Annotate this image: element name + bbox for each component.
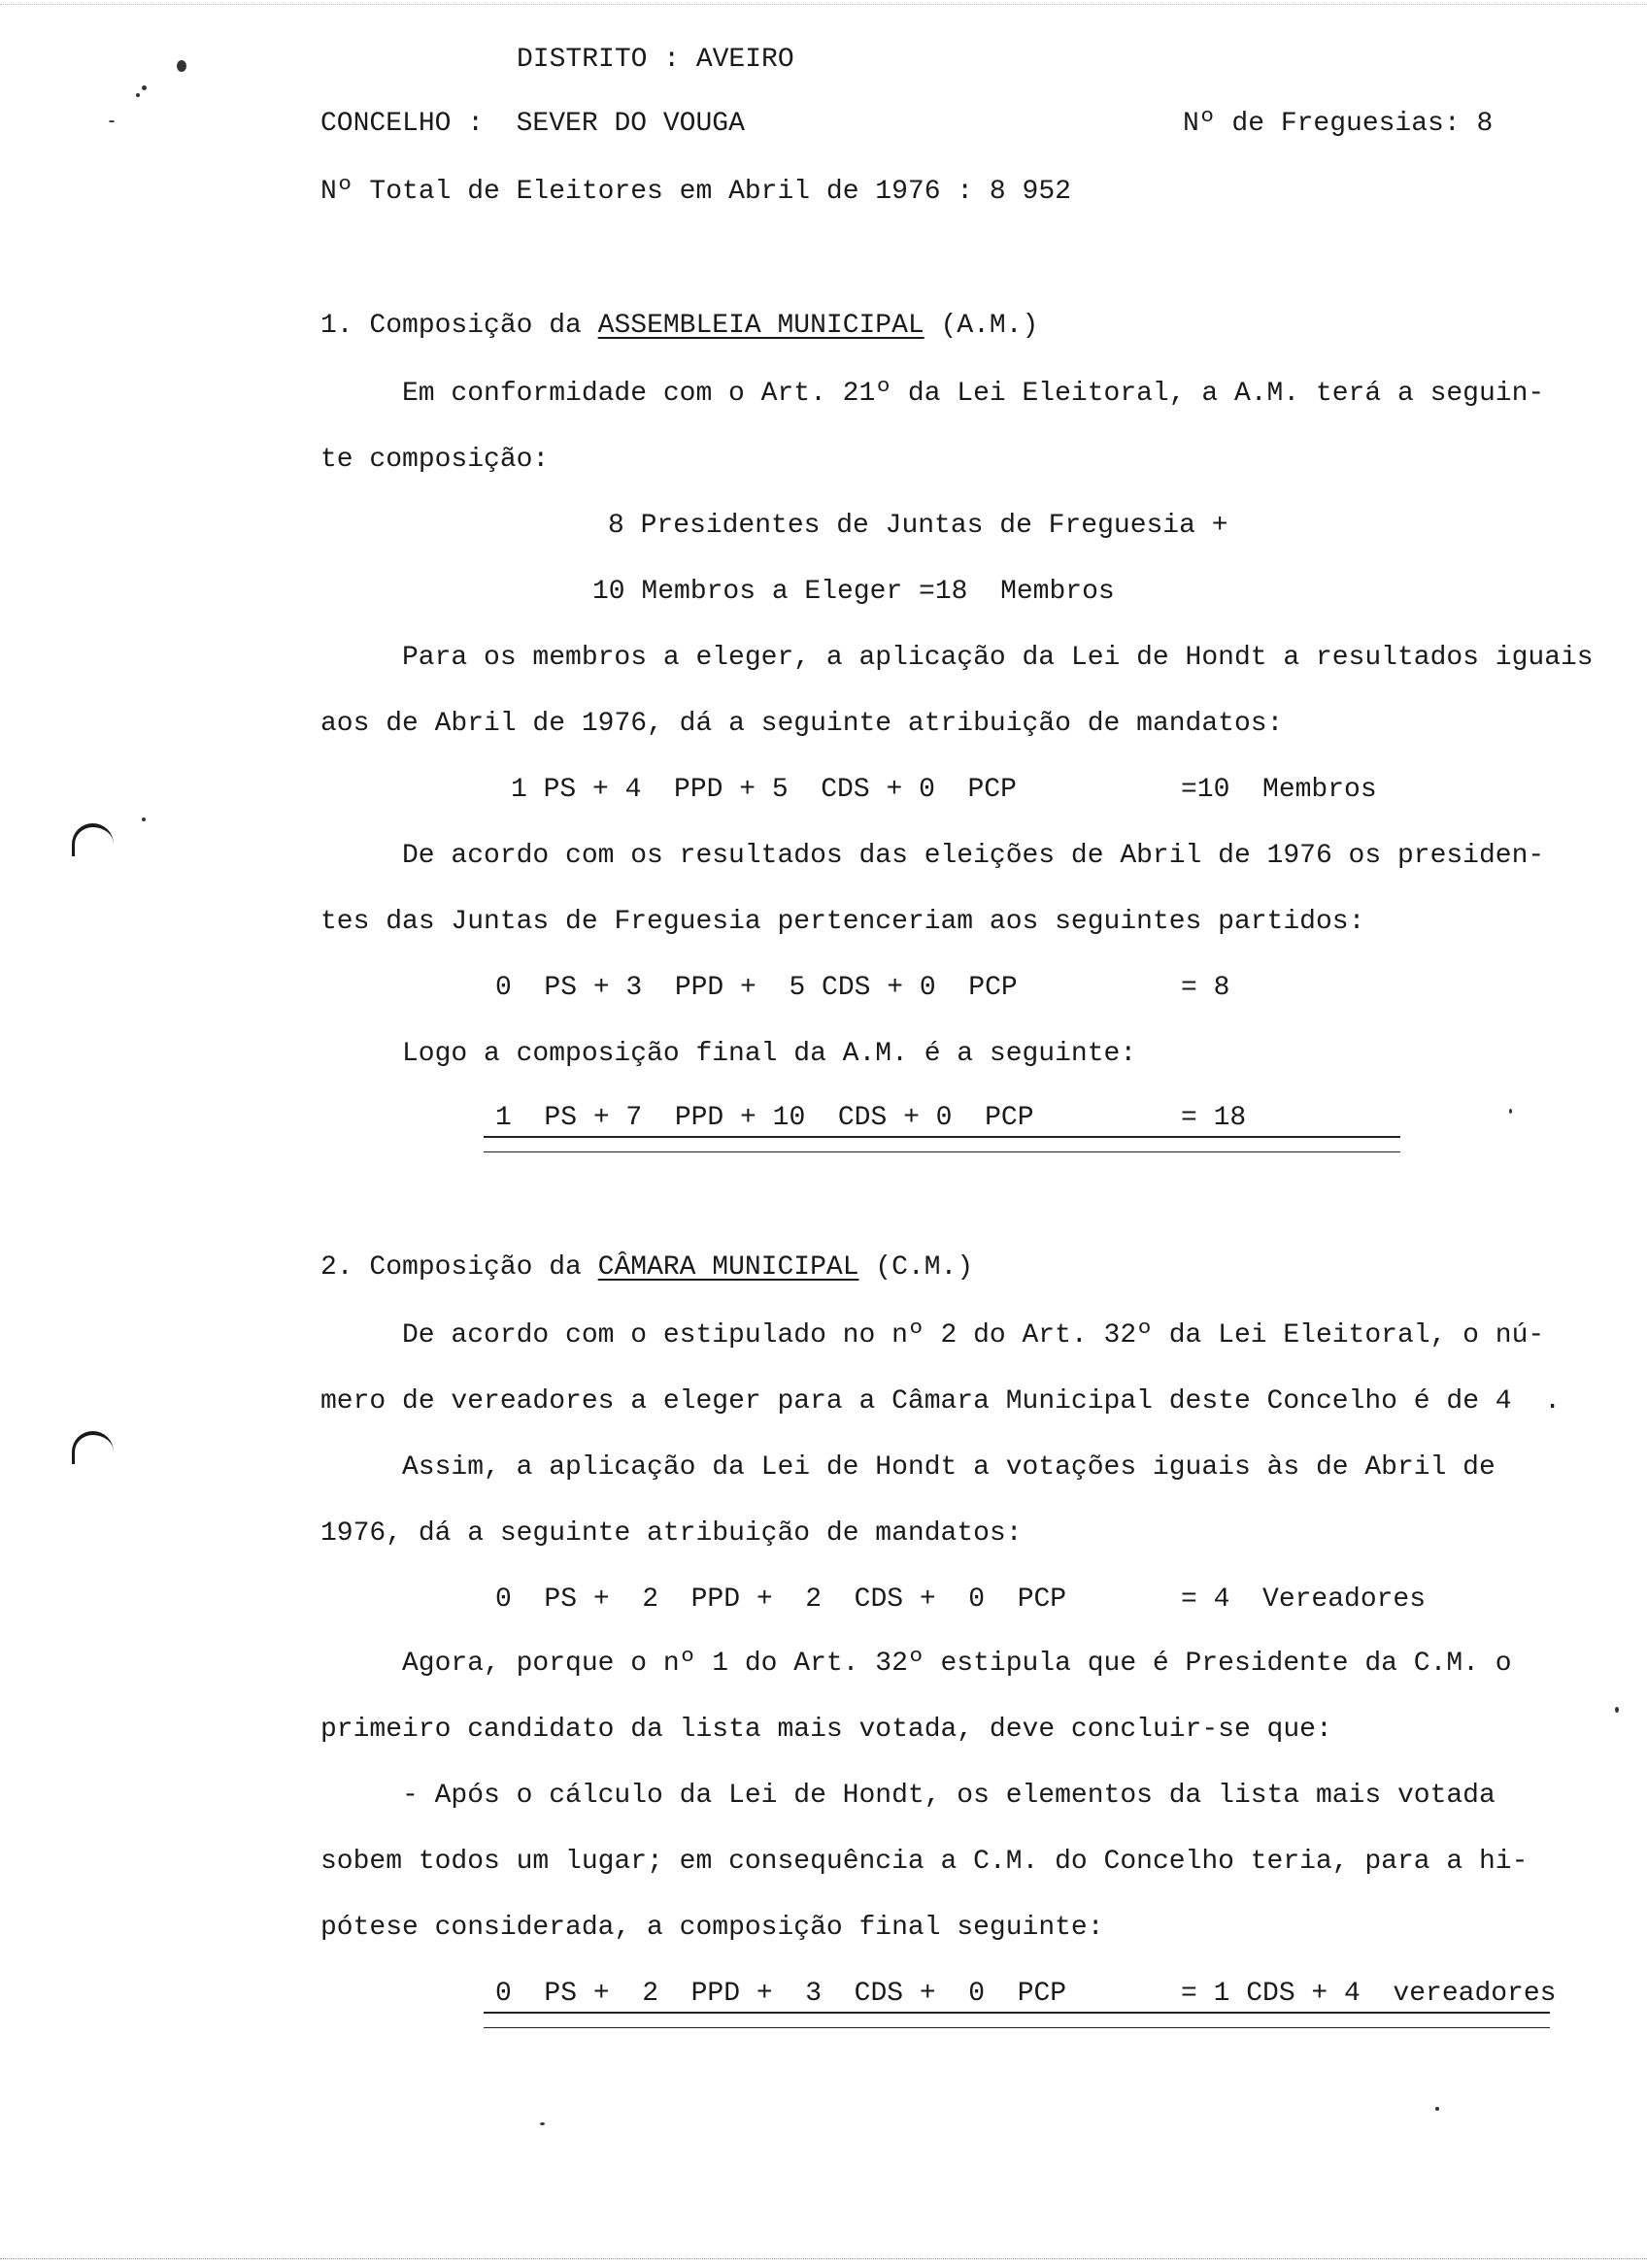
section1-heading [320,313,1038,340]
section1-intro-line1: Em conformidade com o Art. 21º da Lei Eleitoral, a A.M. terá a seguin- [402,379,1545,409]
assim-paragraph-line1: Assim, a aplicação da Lei de Hondt a votações iguais às de Abril de [402,1452,1496,1483]
hondt-paragraph-line1: Para os membros a eleger, a aplicação da Lei de Hondt a resultados iguais [402,643,1594,673]
cm-final-rule-bottom [484,2027,1550,2028]
am-final-rule-bottom [484,1151,1400,1152]
section2-heading [320,1254,973,1282]
scan-speck [1615,1707,1619,1713]
section1-heading-prefix: 1. Composição da [320,311,598,341]
art32-paragraph-line1: De acordo com o estipulado no nº 2 do Art. 32º da Lei Eleitoral, o nú- [402,1320,1545,1351]
scan-speck [142,817,146,821]
apos-paragraph-line1: - Após o cálculo da Lei de Hondt, os elementos da lista mais votada [402,1781,1496,1811]
section2-heading-prefix: 2. Composição da [320,1252,598,1283]
assim-paragraph-line2: 1976, dá a seguinte atribuição de mandatos: [320,1518,1023,1549]
scan-speck [109,120,115,122]
cm-final-parties: 0 PS + 2 PPD + 3 CDS + 0 PCP [495,1979,1067,2009]
am-final-total: = 18 [1181,1103,1247,1133]
cm-mandates-parties: 0 PS + 2 PPD + 2 CDS + 0 PCP [495,1584,1067,1615]
scan-speck [136,93,140,97]
agora-paragraph-line2: primeiro candidato da lista mais votada, deve concluir-se que: [320,1715,1332,1745]
eleitores-total: Nº Total de Eleitores em Abril de 1976 : 8 952 [320,177,1071,207]
presidents-paragraph-line2: tes das Juntas de Freguesia pertenceriam aos seguintes partidos: [320,907,1365,937]
presidents-total: = 8 [1181,973,1230,1003]
scan-speck [177,60,186,72]
hondt-paragraph-line2: aos de Abril de 1976, dá a seguinte atribuição de mandatos: [320,709,1284,739]
composition-presidents: 8 Presidentes de Juntas de Freguesia + [608,511,1228,541]
presidents-parties: 0 PS + 3 PPD + 5 CDS + 0 PCP [495,973,1018,1003]
apos-paragraph-line3: pótese considerada, a composição final seguinte: [320,1913,1104,1943]
concelho-line: CONCELHO : SEVER DO VOUGA [320,109,745,139]
cm-final-total: = 1 CDS + 4 vereadores [1181,1979,1557,2009]
distrito-line: DISTRITO : AVEIRO [517,45,794,75]
section2-heading-title: CÂMARA MUNICIPAL [597,1252,859,1283]
scan-speck [142,85,147,90]
section1-intro-line2: te composição: [320,445,550,475]
punch-hole-mark [72,1431,114,1464]
am-mandates-parties: 1 PS + 4 PPD + 5 CDS + 0 PCP [511,775,1017,805]
am-final-rule-top [484,1136,1400,1138]
am-final-intro: Logo a composição final da A.M. é a seguinte: [402,1039,1137,1069]
agora-paragraph-line1: Agora, porque o nº 1 do Art. 32º estipula que é Presidente da C.M. o [402,1649,1512,1679]
apos-paragraph-line2: sobem todos um lugar; em consequência a C.M. do Concelho teria, para a hi- [320,1847,1529,1877]
scan-top-edge [0,4,1647,5]
punch-hole-mark [72,823,114,856]
cm-final-rule-top [484,2012,1550,2014]
am-final-parties: 1 PS + 7 PPD + 10 CDS + 0 PCP [495,1103,1034,1133]
section1-heading-suffix: (A.M.) [924,311,1039,341]
presidents-paragraph-line1: De acordo com os resultados das eleições de Abril de 1976 os presiden- [402,841,1545,871]
composition-members: 10 Membros a Eleger =18 Membros [592,577,1115,607]
scan-speck [1509,1109,1512,1114]
cm-mandates-total: = 4 Vereadores [1181,1584,1427,1615]
section1-heading-title: ASSEMBLEIA MUNICIPAL [597,311,924,341]
freguesias-count: Nº de Freguesias: 8 [1183,109,1494,139]
section2-heading-suffix: (C.M.) [858,1252,974,1283]
am-mandates-total: =10 Membros [1181,775,1377,805]
art32-paragraph-line2: mero de vereadores a eleger para a Câmara Municipal deste Concelho é de 4 . [320,1386,1562,1417]
scan-bottom-edge [0,2258,1647,2259]
scan-speck [540,2122,545,2125]
scan-speck [1435,2107,1439,2111]
